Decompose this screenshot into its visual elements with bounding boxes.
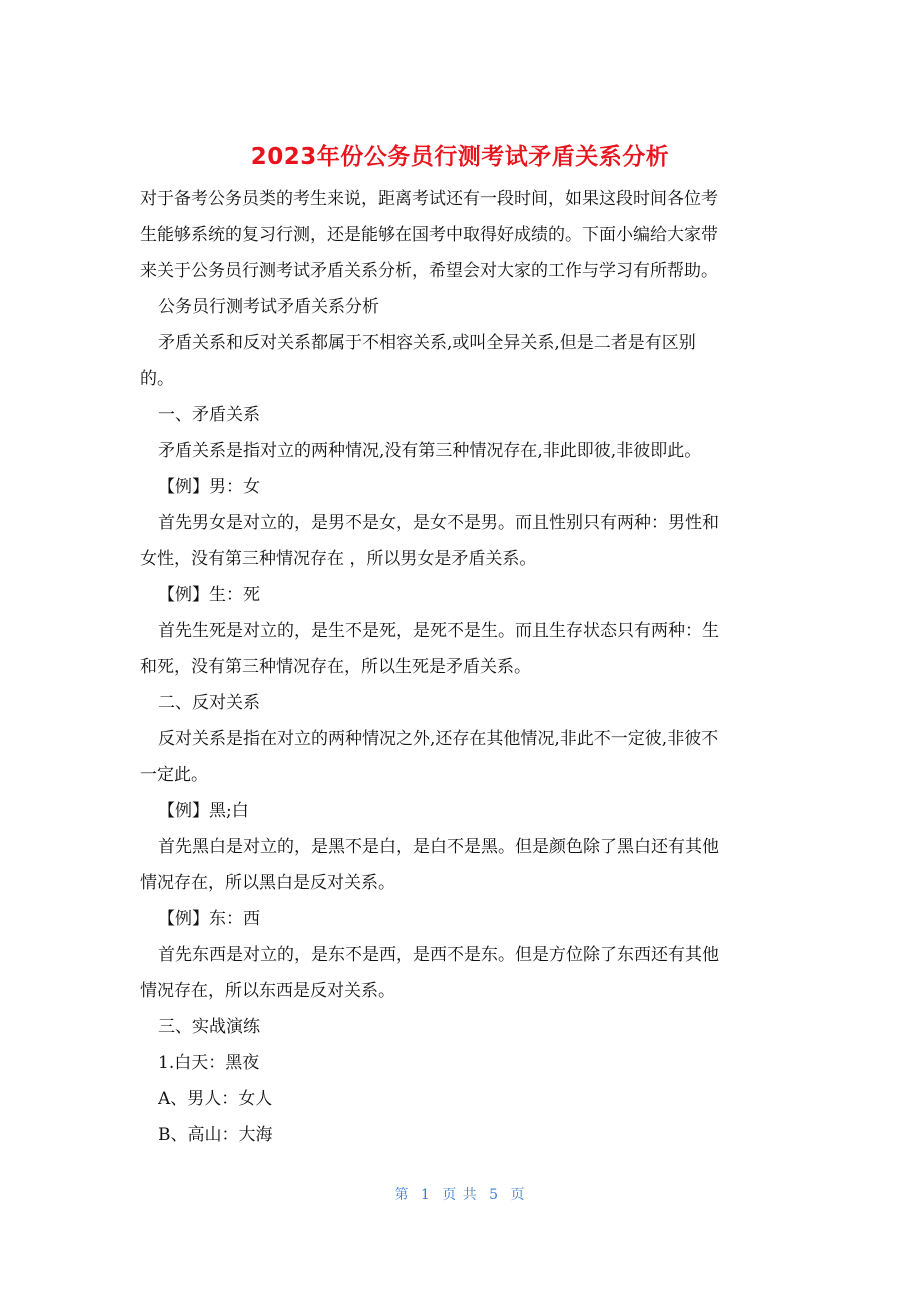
text-line: 首先男女是对立的，是男不是女，是女不是男。而且性别只有两种：男性和 [158,513,719,533]
text-line: 一、矛盾关系 [158,405,260,425]
text-line: 一定此。 [140,765,208,785]
text-line: 1.白天：黑夜 [158,1053,260,1073]
footer-page-label: 第 [394,1187,410,1203]
text-line: B、高山：大海 [158,1125,273,1145]
text-line: 【例】黑;白 [158,801,249,821]
page-footer [0,1184,920,1204]
footer-current-page: 1 [420,1187,431,1203]
document-body [140,181,780,1153]
text-line: 公务员行测考试矛盾关系分析 [158,297,379,317]
text-line: 【例】男：女 [158,477,260,497]
text-line: 情况存在，所以黑白是反对关系。 [140,873,395,893]
footer-pages-label: 页 [510,1187,526,1203]
text-line: 【例】东：西 [158,909,260,929]
text-line: 反对关系是指在对立的两种情况之外,还存在其他情况,非此不一定彼,非彼不 [158,729,719,749]
text-line: 矛盾关系和反对关系都属于不相容关系,或叫全异关系,但是二者是有区别 [158,333,696,353]
text-line: A、男人：女人 [158,1089,273,1109]
text-line: 首先黑白是对立的，是黑不是白，是白不是黑。但是颜色除了黑白还有其他 [158,837,719,857]
footer-total-pages: 5 [489,1187,500,1203]
footer-of-label: 页 共 [442,1187,478,1203]
text-line: 三、实战演练 [158,1017,260,1037]
text-line: 首先东西是对立的，是东不是西，是西不是东。但是方位除了东西还有其他 [158,945,719,965]
text-line: 来关于公务员行测考试矛盾关系分析，希望会对大家的工作与学习有所帮助。 [140,261,718,281]
text-line: 【例】生：死 [158,585,260,605]
text-line: 矛盾关系是指对立的两种情况,没有第三种情况存在,非此即彼,非彼即此。 [158,441,702,461]
text-line: 对于备考公务员类的考生来说，距离考试还有一段时间，如果这段时间各位考 [140,189,718,209]
text-line: 二、反对关系 [158,693,260,713]
text-line: 的。 [140,369,174,389]
text-line: 首先生死是对立的，是生不是死，是死不是生。而且生存状态只有两种：生 [158,621,719,641]
text-line: 和死，没有第三种情况存在，所以生死是矛盾关系。 [140,657,531,677]
text-line: 生能够系统的复习行测，还是能够在国考中取得好成绩的。下面小编给大家带 [140,225,718,245]
text-line: 情况存在，所以东西是反对关系。 [140,981,395,1001]
document-title: 2023年份公务员行测考试矛盾关系分析 [250,144,670,170]
text-line: 女性，没有第三种情况存在 ，所以男女是矛盾关系。 [140,549,537,569]
